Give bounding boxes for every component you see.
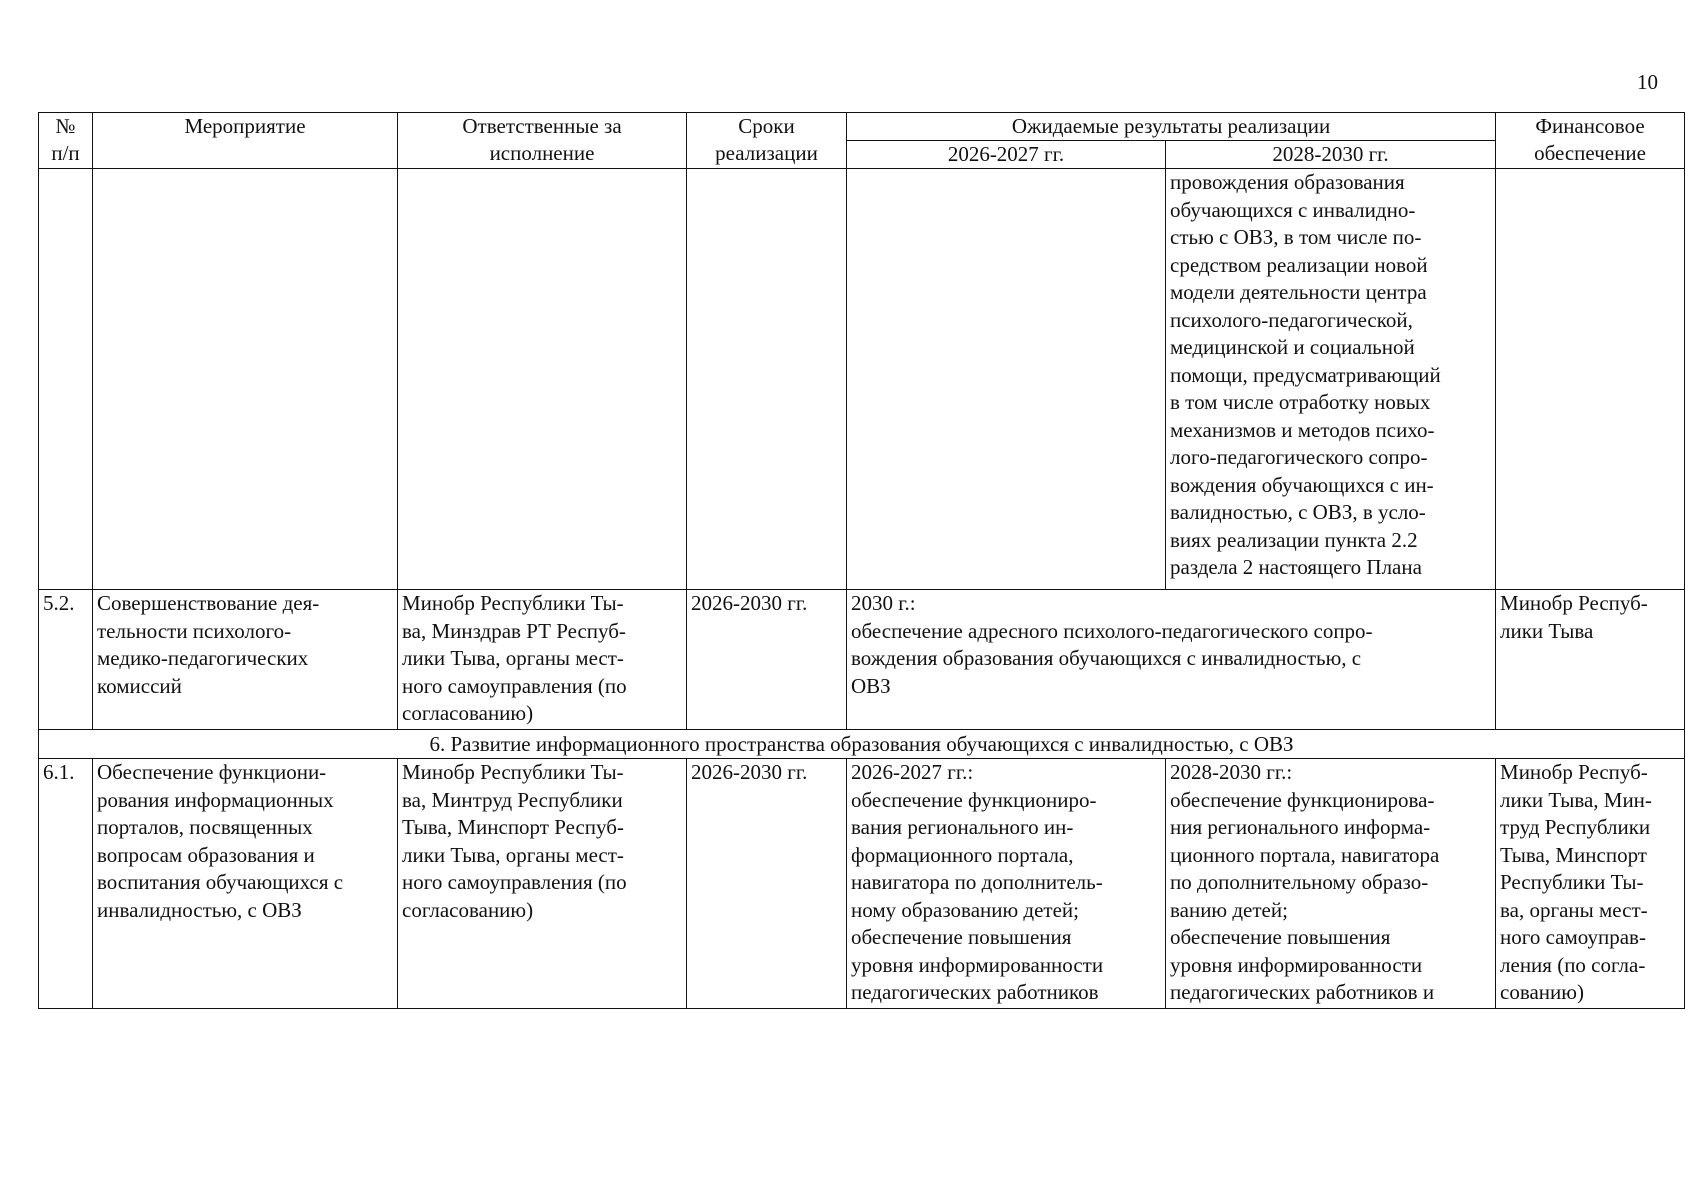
cell-event: Совершенствование дея- тельности психолого- медико-педагогических комиссий [93,590,398,730]
plan-table [38,112,1685,1009]
cell-responsible [398,169,687,590]
cell-responsible: Минобр Республики Ты- ва, Минздрав РТ Респуб- лики Тыва, органы мест- ного самоуправления (по согласованию) [398,590,687,730]
cell-result-2028-2030: провождения образования обучающихся с инвалидно- стью с ОВЗ, в том числе по- средством реализации новой модели деятельности центра психолого-педагогической, медицинской и социальной помощи, предусматривающий в том числе отработку новых механизмов и методов психо- лого-педагогического сопро- вождения обучающихся с ин- валидностью, с ОВЗ, в усло- виях реализации пункта 2.2 раздела 2 настоящего Плана [1166,169,1496,590]
cell-num: 5.2. [39,590,93,730]
cell-result-2028-2030: 2028-2030 гг.: обеспечение функционирова- ния регионального информа- ционного портала, навигатора по дополнительному образо- ванию детей; обеспечение повышения уровня информированности педагогических работников и [1166,759,1496,1009]
header-row [39,113,1685,141]
cell-event: Обеспечение функциони- рования информационных порталов, посвященных вопросам образования и воспитания обучающихся с инвалидностью, с ОВЗ [93,759,398,1009]
header-num: № п/п [39,113,93,169]
cell-terms: 2026-2030 гг. [687,759,847,1009]
cell-num [39,169,93,590]
section-row-6 [39,730,1685,759]
cell-terms: 2026-2030 гг. [687,590,847,730]
header-terms: Сроки реализации [687,113,847,169]
cell-event [93,169,398,590]
header-period-2028-2030: 2028-2030 гг. [1166,141,1496,169]
cell-finance: Минобр Респуб- лики Тыва, Мин- труд Республики Тыва, Минспорт Республики Ты- ва, органы мест- ного самоуправ- ления (по согла- сованию) [1496,759,1685,1009]
header-responsible: Ответственные за исполнение [398,113,687,169]
header-event: Мероприятие [93,113,398,169]
cell-terms [687,169,847,590]
table-row-continued [39,169,1685,590]
cell-result-2026-2027 [847,169,1166,590]
cell-finance: Минобр Респуб- лики Тыва [1496,590,1685,730]
table-row-6-1 [39,759,1685,1009]
section-title: 6. Развитие информационного пространства образования обучающихся с инвалидностью, с ОВЗ [39,730,1685,759]
cell-result: 2030 г.: обеспечение адресного психолого-педагогического сопро- вождения образования обучающихся с инвалидностью, с ОВЗ [847,590,1496,730]
cell-num: 6.1. [39,759,93,1009]
header-period-2026-2027: 2026-2027 гг. [847,141,1166,169]
header-finance: Финансовое обеспечение [1496,113,1685,169]
cell-responsible: Минобр Республики Ты- ва, Минтруд Республики Тыва, Минспорт Респуб- лики Тыва, органы мест- ного самоуправления (по согласованию) [398,759,687,1009]
page-number: 10 [1637,70,1658,94]
cell-finance [1496,169,1685,590]
header-expected-results: Ожидаемые результаты реализации [847,113,1496,141]
cell-result-2026-2027: 2026-2027 гг.: обеспечение функциониро- вания регионального ин- формационного портала, навигатора по дополнитель- ному образованию детей; обеспечение повышения уровня информированности педагогических работников [847,759,1166,1009]
table-row-5-2 [39,590,1685,730]
